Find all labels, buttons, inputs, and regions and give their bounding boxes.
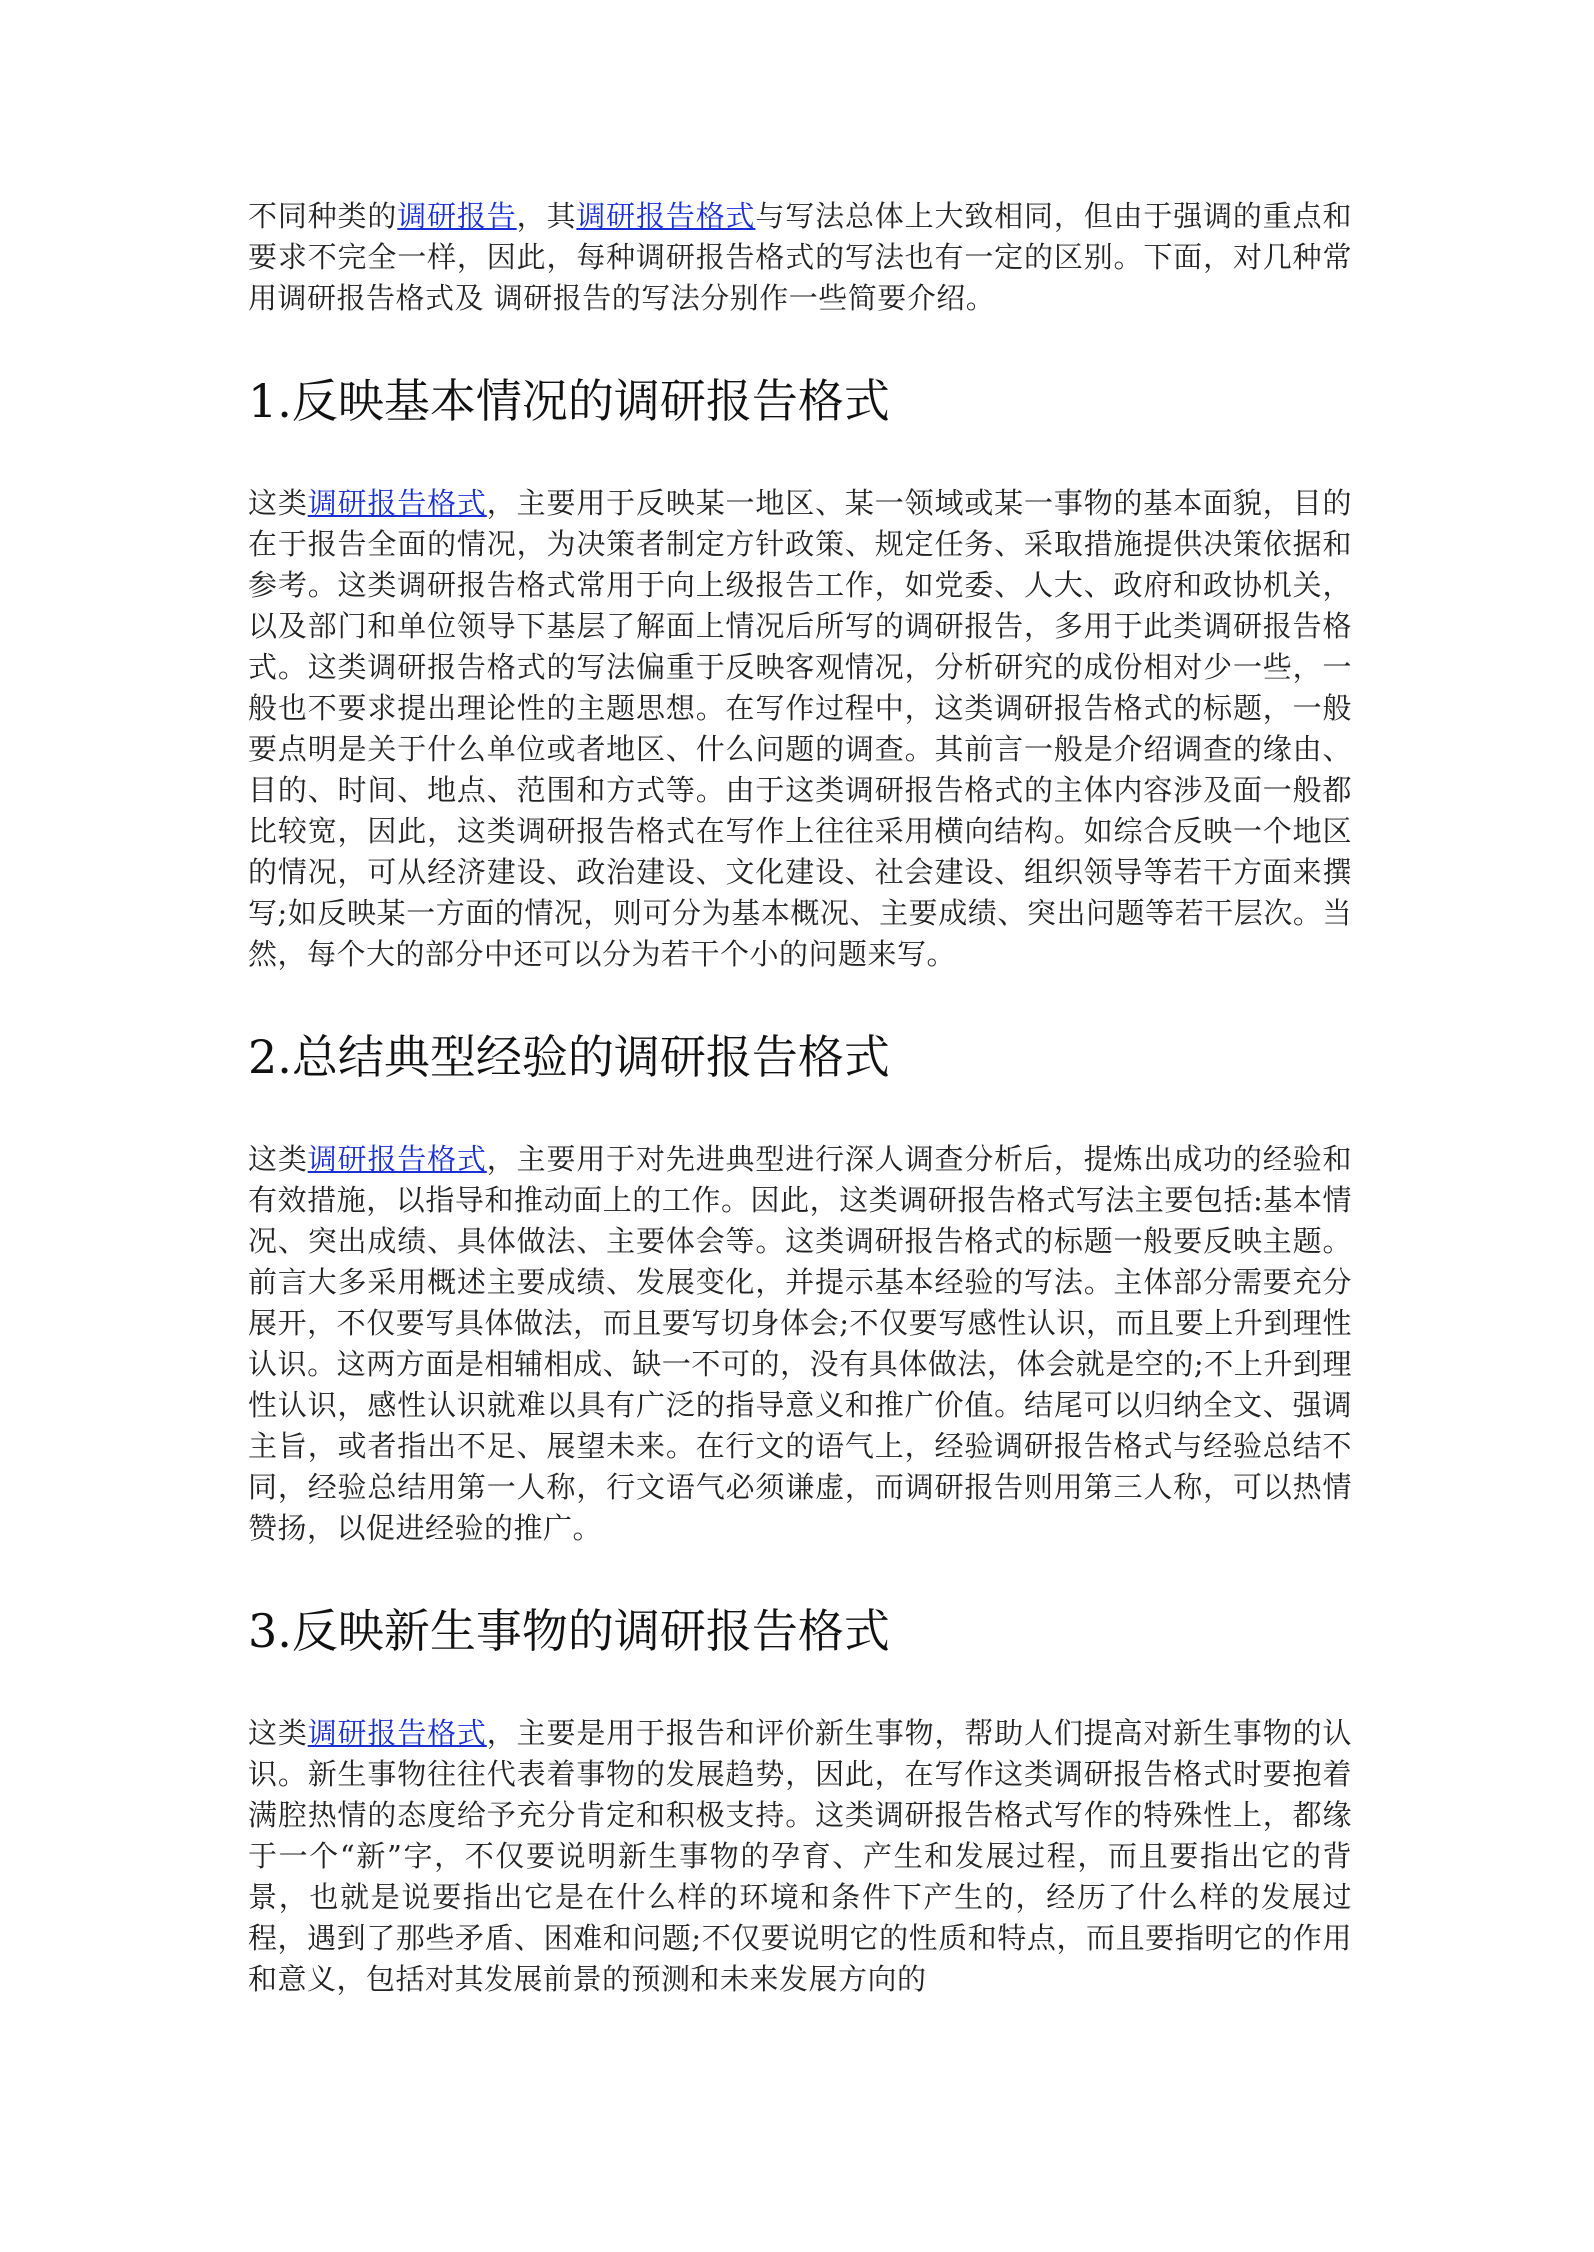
- section-3-body: ，主要是用于报告和评价新生事物，帮助人们提高对新生事物的认识。新生事物往往代表着事物的发展趋势，因此，在写作这类调研报告格式时要抱着满腔热情的态度给予充分肯定和积极支持。这类调研报告格式写作的特殊性上，都缘于一个“新”字，不仅要说明新生事物的孕育、产生和发展过程，而且要指出它的背景，也就是说要指出它是在什么样的环境和条件下产生的，经历了什么样的发展过程，遇到了那些矛盾、困难和问题;不仅要说明它的性质和特点，而且要指明它的作用和意义，包括对其发展前景的预测和未来发展方向的: [248, 1716, 1352, 1996]
- intro-paragraph: [248, 196, 1352, 319]
- section-2-body: ，主要用于对先进典型进行深人调查分析后，提炼出成功的经验和有效措施，以指导和推动面上的工作。因此，这类调研报告格式写法主要包括:基本情况、突出成绩、具体做法、主要体会等。这类调研报告格式的标题一般要反映主题。前言大多采用概述主要成绩、发展变化，并提示基本经验的写法。主体部分需要充分展开，不仅要写具体做法，而且要写切身体会;不仅要写感性认识，而且要上升到理性认识。这两方面是相辅相成、缺一不可的，没有具体做法，体会就是空的;不上升到理性认识，感性认识就难以具有广泛的指导意义和推广价值。结尾可以归纳全文、强调主旨，或者指出不足、展望未来。在行文的语气上，经验调研报告格式与经验总结不同，经验总结用第一人称，行文语气必须谦虚，而调研报告则用第三人称，可以热情赞扬，以促进经验的推广。: [248, 1142, 1352, 1545]
- section-3-link[interactable]: 调研报告格式: [307, 1716, 487, 1750]
- section-2-link[interactable]: 调研报告格式: [307, 1142, 487, 1176]
- intro-text-3: 与写法总体上大致相同，但由于强调的重点和要求不完全一样，因此，每种调研报告格式的写法也有一定的区别。下面，对几种常用调研报告格式及 调研报告的写法分别作一些简要介绍。: [248, 199, 1352, 315]
- link-research-report[interactable]: 调研报告: [397, 199, 517, 233]
- section-3-pre: 这类: [248, 1716, 308, 1750]
- section-1-paragraph: [248, 483, 1352, 975]
- section-3-heading: 3.反映新生事物的调研报告格式: [248, 1604, 890, 1658]
- intro-text-2: ，其: [516, 199, 577, 233]
- section-2-pre: 这类: [248, 1142, 308, 1176]
- section-2-paragraph: [248, 1139, 1352, 1549]
- document-page: [248, 196, 1352, 2000]
- section-3-paragraph: [248, 1713, 1352, 2000]
- section-2-heading: 2.总结典型经验的调研报告格式: [248, 1030, 890, 1084]
- link-research-report-format[interactable]: 调研报告格式: [576, 199, 756, 233]
- intro-text-1: 不同种类的: [248, 199, 398, 233]
- section-1-body: ，主要用于反映某一地区、某一领域或某一事物的基本面貌，目的在于报告全面的情况，为决策者制定方针政策、规定任务、采取措施提供决策依据和参考。这类调研报告格式常用于向上级报告工作，如党委、人大、政府和政协机关，以及部门和单位领导下基层了解面上情况后所写的调研报告，多用于此类调研报告格式。这类调研报告格式的写法偏重于反映客观情况，分析研究的成份相对少一些，一般也不要求提出理论性的主题思想。在写作过程中，这类调研报告格式的标题，一般要点明是关于什么单位或者地区、什么问题的调查。其前言一般是介绍调查的缘由、目的、时间、地点、范围和方式等。由于这类调研报告格式的主体内容涉及面一般都比较宽，因此，这类调研报告格式在写作上往往采用横向结构。如综合反映一个地区的情况，可从经济建设、政治建设、文化建设、社会建设、组织领导等若干方面来撰写;如反映某一方面的情况，则可分为基本概况、主要成绩、突出问题等若干层次。当然，每个大的部分中还可以分为若干个小的问题来写。: [248, 486, 1352, 971]
- section-1-heading: 1.反映基本情况的调研报告格式: [248, 374, 890, 428]
- section-1-pre: 这类: [248, 486, 308, 520]
- section-1-link[interactable]: 调研报告格式: [307, 486, 487, 520]
